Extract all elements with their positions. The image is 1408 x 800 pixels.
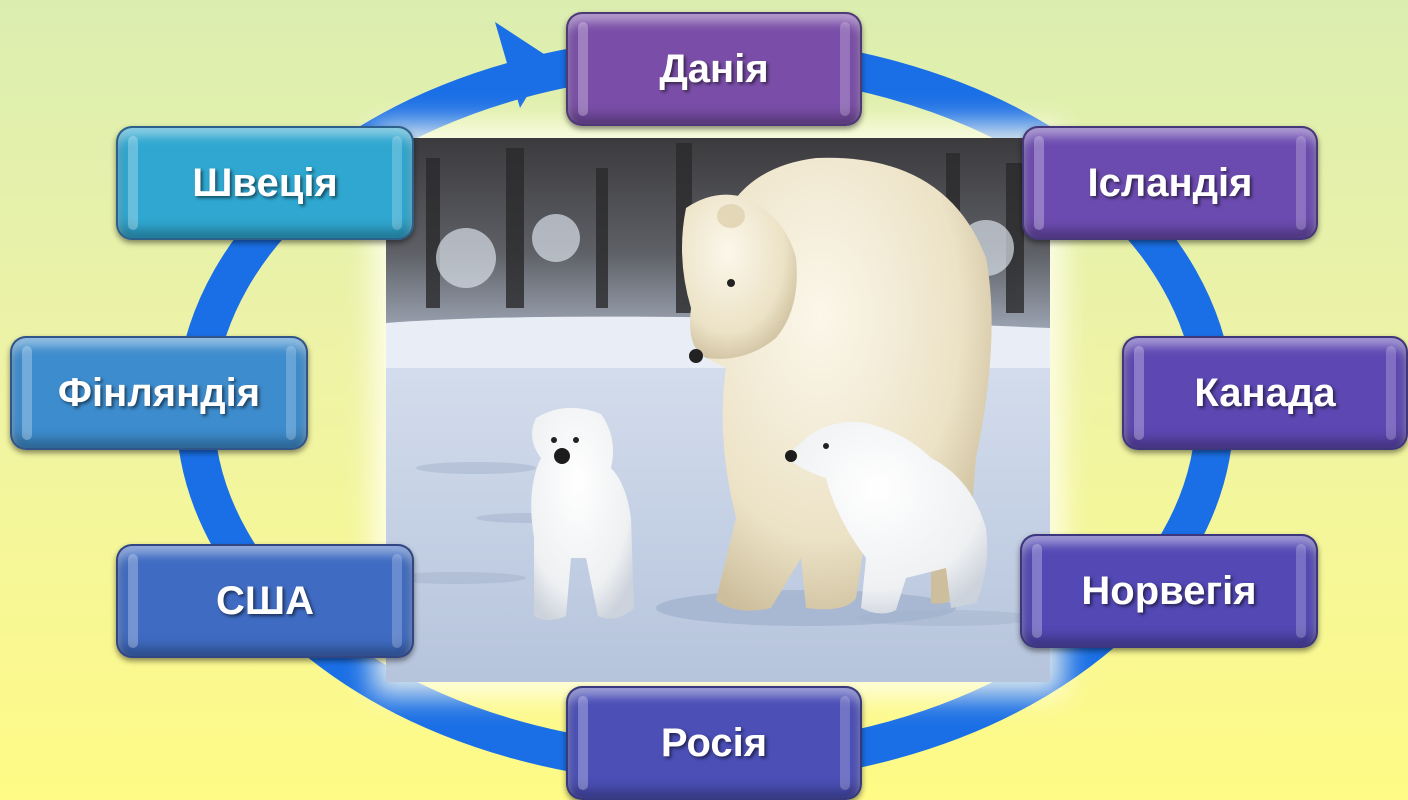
node-usa[interactable] [116, 544, 414, 658]
node-sweden-label: Швеція [192, 160, 338, 205]
node-iceland-label: Ісландія [1087, 160, 1253, 205]
node-norway-label: Норвегія [1081, 568, 1257, 613]
node-canada-label: Канада [1194, 370, 1336, 415]
polar-bear-image [386, 138, 1050, 682]
node-finland-label: Фінляндія [57, 370, 261, 415]
node-sweden[interactable] [116, 126, 414, 240]
node-usa-label: США [216, 578, 314, 623]
node-norway[interactable] [1020, 534, 1318, 648]
node-canada[interactable] [1122, 336, 1408, 450]
node-russia-label: Росія [660, 720, 768, 765]
node-iceland[interactable] [1022, 126, 1318, 240]
node-denmark[interactable] [566, 12, 862, 126]
polar-bear-photo [386, 138, 1050, 682]
node-denmark-label: Данія [659, 46, 769, 91]
node-russia[interactable] [566, 686, 862, 800]
node-finland[interactable] [10, 336, 308, 450]
